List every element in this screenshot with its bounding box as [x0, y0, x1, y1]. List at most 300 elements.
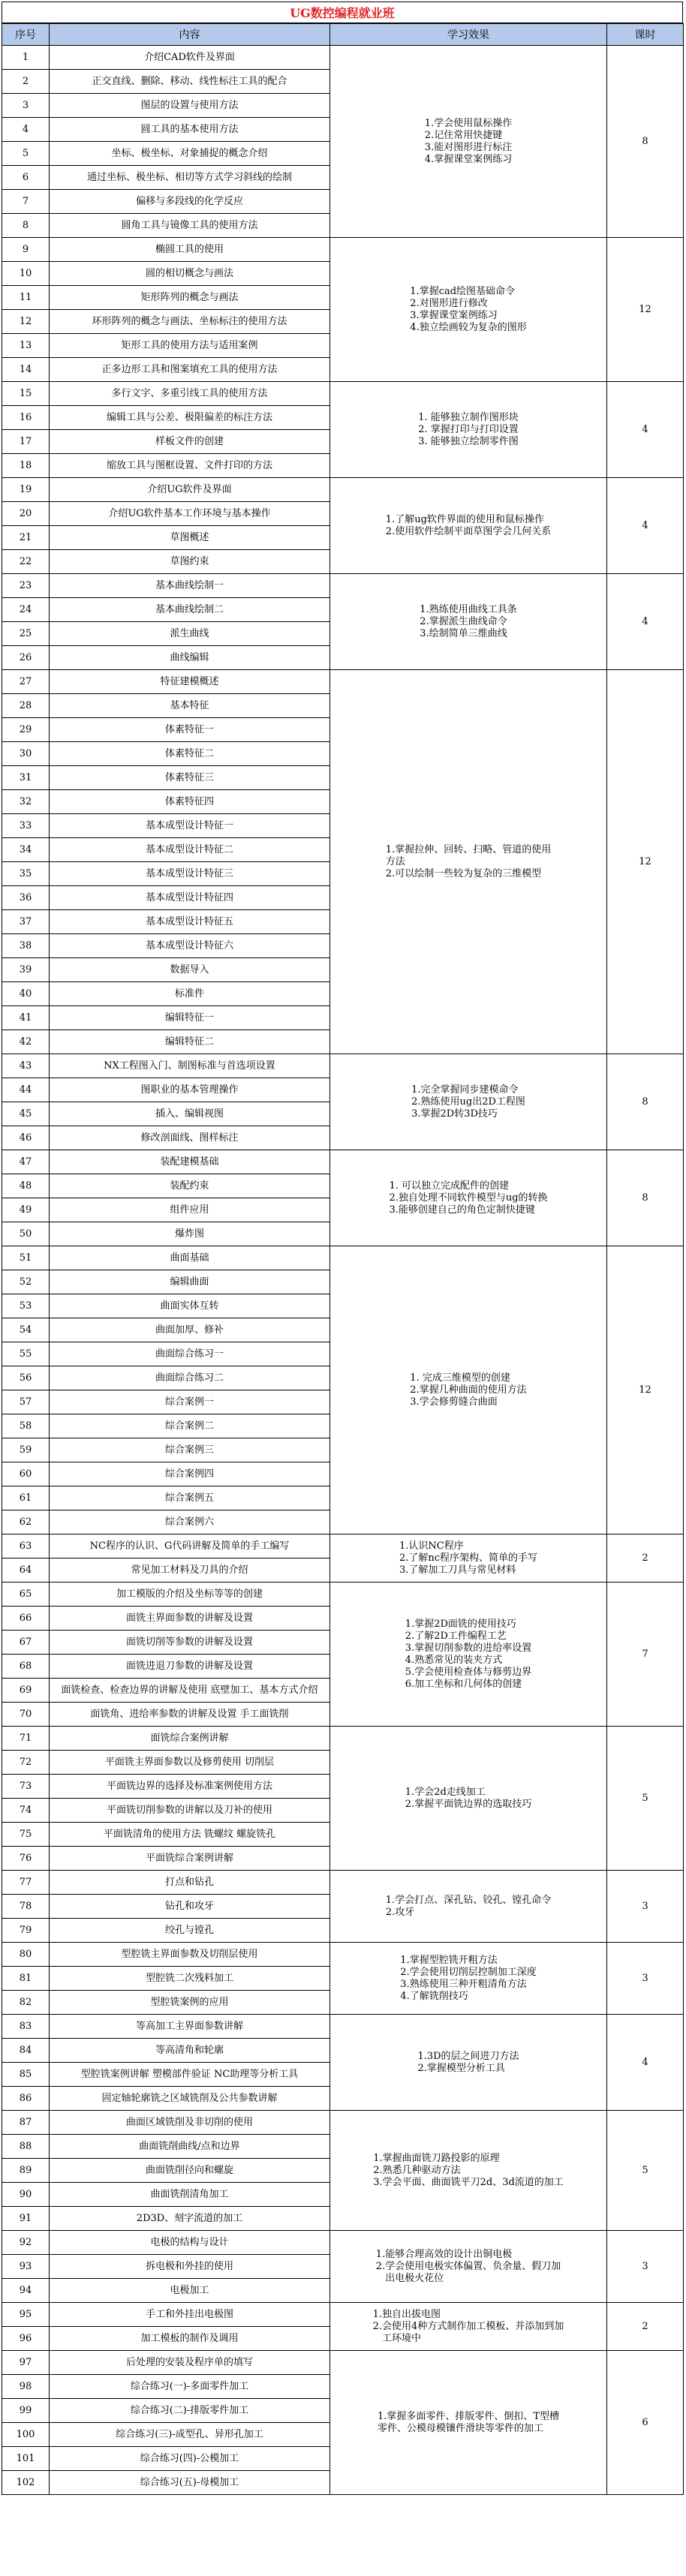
row-number: 46 — [2, 1126, 50, 1150]
learning-effect-cell — [330, 2111, 607, 2231]
row-content: 椭圆工具的使用 — [50, 238, 330, 262]
header-num: 序号 — [2, 24, 50, 46]
row-number: 57 — [2, 1390, 50, 1414]
class-hours: 4 — [607, 382, 684, 478]
learning-effect-list — [417, 2051, 519, 2075]
row-number: 37 — [2, 910, 50, 934]
learning-effect-line: 零件、公模母模镶件滑块等零件的加工 — [377, 2422, 543, 2434]
row-number: 5 — [2, 142, 50, 166]
row-content: 圆工具的基本使用方法 — [50, 118, 330, 142]
learning-effect-line: 2.学会使用电极实体偏置、负余量、假刀加 — [375, 2260, 561, 2272]
row-content: 型腔铣案例讲解 塑模部件验证 NC助理等分析工具 — [50, 2063, 330, 2087]
learning-effect-cell — [330, 574, 607, 670]
table-row — [2, 670, 684, 694]
class-hours: 4 — [607, 478, 684, 574]
table-row — [2, 1534, 684, 1559]
row-number: 74 — [2, 1799, 50, 1823]
row-content: 面铣综合案例讲解 — [50, 1727, 330, 1751]
learning-effect-list — [400, 1955, 536, 2003]
row-number: 60 — [2, 1462, 50, 1486]
row-number: 47 — [2, 1150, 50, 1174]
learning-effect-line: 3.绘制简单三维曲线 — [420, 627, 507, 639]
row-number: 22 — [2, 550, 50, 574]
row-content: 正交直线、删除、移动、线性标注工具的配合 — [50, 70, 330, 94]
row-number: 8 — [2, 214, 50, 238]
learning-effect-line: 2.掌握平面铣边界的选取技巧 — [405, 1798, 532, 1810]
table-row — [2, 1727, 684, 1751]
row-number: 101 — [2, 2447, 50, 2471]
row-number: 82 — [2, 1991, 50, 2015]
learning-effect-line: 3.掌握切削参数的进给率设置 — [405, 1642, 532, 1654]
table-row — [2, 1150, 684, 1174]
row-content: 曲面铣削径向和螺旋 — [50, 2159, 330, 2183]
row-content: 拆电极和外挂的使用 — [50, 2255, 330, 2279]
course-table-body — [2, 46, 684, 2495]
row-number: 55 — [2, 1342, 50, 1366]
learning-effect-line: 4.熟悉常见的装夹方式 — [405, 1654, 503, 1666]
class-hours: 3 — [607, 1871, 684, 1943]
row-number: 42 — [2, 1030, 50, 1054]
row-content: 偏移与多段线的化学反应 — [50, 190, 330, 214]
row-number: 15 — [2, 382, 50, 406]
table-row — [2, 1583, 684, 1607]
row-number: 80 — [2, 1943, 50, 1967]
row-content: 草图约束 — [50, 550, 330, 574]
learning-effect-line: 3.能对图形进行标注 — [424, 141, 513, 153]
learning-effect-list — [425, 118, 512, 166]
row-number: 30 — [2, 742, 50, 766]
row-number: 98 — [2, 2375, 50, 2399]
learning-effect-line: 1.独自出拔电图 — [372, 2308, 441, 2320]
row-number: 54 — [2, 1318, 50, 1342]
row-content: 基本成型设计特征三 — [50, 862, 330, 886]
row-content: 编辑工具与公差、极限偏差的标注方法 — [50, 406, 330, 430]
table-row — [2, 238, 684, 262]
row-content: 综合案例五 — [50, 1486, 330, 1510]
learning-effect-cell — [330, 1150, 607, 1246]
learning-effect-list — [418, 412, 519, 448]
learning-effect-line: 1.掌握多面零件、排版零件、倒扣、T型槽 — [377, 2410, 560, 2422]
row-number: 51 — [2, 1246, 50, 1270]
row-content: 编辑曲面 — [50, 1270, 330, 1294]
table-row — [2, 478, 684, 502]
row-content: 手工和外挂出电极图 — [50, 2303, 330, 2327]
row-content: 型腔铣二次残料加工 — [50, 1967, 330, 1991]
row-content: 型腔铣案例的应用 — [50, 1991, 330, 2015]
row-content: 综合练习(三)-成型孔、异形孔加工 — [50, 2423, 330, 2447]
row-number: 40 — [2, 982, 50, 1006]
learning-effect-list — [420, 604, 516, 640]
row-content: 曲面综合练习一 — [50, 1342, 330, 1366]
class-hours: 4 — [607, 2015, 684, 2111]
learning-effect-line: 1.学会2d走线加工 — [405, 1786, 486, 1798]
row-content: 草图概述 — [50, 526, 330, 550]
row-number: 19 — [2, 478, 50, 502]
learning-effect-cell — [330, 478, 607, 574]
learning-effect-list — [373, 2309, 564, 2345]
row-content: 常见加工材料及刀具的介绍 — [50, 1559, 330, 1583]
learning-effect-list — [389, 1180, 547, 1216]
learning-effect-line: 2.了解nc程序架构、简单的手写 — [399, 1552, 538, 1564]
row-number: 62 — [2, 1510, 50, 1534]
row-number: 28 — [2, 694, 50, 718]
row-content: NC程序的认识、G代码讲解及简单的手工编写 — [50, 1534, 330, 1559]
table-row — [2, 46, 684, 70]
row-content: 介绍CAD软件及界面 — [50, 46, 330, 70]
learning-effect-line: 3.能够创建自己的角色定制快捷键 — [389, 1204, 535, 1216]
learning-effect-line: 1.认识NC程序 — [399, 1540, 464, 1552]
row-number: 87 — [2, 2111, 50, 2135]
class-hours: 8 — [607, 1054, 684, 1150]
row-number: 7 — [2, 190, 50, 214]
learning-effect-cell — [330, 1534, 607, 1583]
row-number: 2 — [2, 70, 50, 94]
learning-effect-list — [373, 2153, 564, 2189]
row-number: 50 — [2, 1222, 50, 1246]
row-content: 基本成型设计特征一 — [50, 814, 330, 838]
row-number: 83 — [2, 2015, 50, 2039]
class-hours: 5 — [607, 2111, 684, 2231]
learning-effect-line: 4.掌握课堂案例练习 — [424, 153, 513, 165]
row-content: 通过坐标、极坐标、相切等方式学习斜线的绘制 — [50, 166, 330, 190]
row-content: 数据导入 — [50, 958, 330, 982]
row-content: 综合案例四 — [50, 1462, 330, 1486]
row-content: 曲面实体互转 — [50, 1294, 330, 1318]
row-number: 68 — [2, 1655, 50, 1679]
row-content: 图职业的基本管理操作 — [50, 1078, 330, 1102]
learning-effect-cell — [330, 1583, 607, 1727]
learning-effect-line: 2.掌握几种曲面的使用方法 — [410, 1384, 527, 1396]
header-row — [2, 24, 684, 46]
row-content: 曲面综合练习二 — [50, 1366, 330, 1390]
row-number: 100 — [2, 2423, 50, 2447]
learning-effect-line: 3.学会修剪缝合曲面 — [410, 1396, 498, 1408]
learning-effect-list — [405, 1787, 531, 1811]
learning-effect-list — [386, 514, 551, 538]
row-number: 1 — [2, 46, 50, 70]
row-content: 平面铣主界面参数以及修剪使用 切削层 — [50, 1751, 330, 1775]
row-content: 派生曲线 — [50, 622, 330, 646]
learning-effect-line: 1.3D的层之间进刀方法 — [417, 2050, 519, 2062]
class-hours: 2 — [607, 1534, 684, 1583]
class-hours: 12 — [607, 670, 684, 1054]
row-content: 综合案例二 — [50, 1414, 330, 1438]
header-effect: 学习效果 — [330, 24, 607, 46]
row-content: 平面铣边界的选择及标准案例使用方法 — [50, 1775, 330, 1799]
learning-effect-cell — [330, 670, 607, 1054]
row-number: 64 — [2, 1559, 50, 1583]
row-content: 矩形工具的使用方法与适用案例 — [50, 334, 330, 358]
row-number: 59 — [2, 1438, 50, 1462]
learning-effect-line: 1.掌握cad绘图基础命令 — [410, 285, 516, 297]
row-number: 3 — [2, 94, 50, 118]
learning-effect-line: 2.掌握模型分析工具 — [417, 2062, 505, 2074]
row-number: 31 — [2, 766, 50, 790]
row-number: 17 — [2, 430, 50, 454]
row-number: 4 — [2, 118, 50, 142]
row-number: 27 — [2, 670, 50, 694]
learning-effect-cell — [330, 382, 607, 478]
row-content: 圆的相切概念与画法 — [50, 262, 330, 286]
table-row — [2, 2015, 684, 2039]
row-number: 99 — [2, 2399, 50, 2423]
row-content: 基本成型设计特征六 — [50, 934, 330, 958]
row-number: 26 — [2, 646, 50, 670]
learning-effect-line: 2.使用软件绘制平面草图学会几何关系 — [385, 525, 552, 537]
row-number: 18 — [2, 454, 50, 478]
row-content: 坐标、极坐标、对象捕捉的概念介绍 — [50, 142, 330, 166]
row-number: 23 — [2, 574, 50, 598]
row-content: 综合练习(五)-母模加工 — [50, 2471, 330, 2495]
learning-effect-line: 6.加工坐标和几何体的创建 — [405, 1678, 522, 1690]
row-number: 69 — [2, 1679, 50, 1703]
row-content: 曲线编辑 — [50, 646, 330, 670]
row-number: 90 — [2, 2183, 50, 2207]
table-row — [2, 2303, 684, 2327]
row-number: 25 — [2, 622, 50, 646]
learning-effect-line: 3.掌握课堂案例练习 — [410, 309, 498, 321]
learning-effect-list — [405, 1619, 531, 1691]
row-content: 组件应用 — [50, 1198, 330, 1222]
row-content: 平面铣清角的使用方法 铣螺纹 螺旋铣孔 — [50, 1823, 330, 1847]
row-number: 63 — [2, 1534, 50, 1559]
row-content: 面铣角、进给率参数的讲解及设置 手工面铣削 — [50, 1703, 330, 1727]
row-number: 34 — [2, 838, 50, 862]
table-row — [2, 382, 684, 406]
row-number: 102 — [2, 2471, 50, 2495]
row-content: 综合练习(二)-排版零件加工 — [50, 2399, 330, 2423]
learning-effect-list — [410, 286, 526, 334]
row-content: 加工模版的介绍及坐标等等的创建 — [50, 1583, 330, 1607]
row-number: 96 — [2, 2327, 50, 2351]
learning-effect-line: 1.掌握型腔铣开粗方法 — [400, 1954, 498, 1966]
row-content: 多行文字、多重引线工具的使用方法 — [50, 382, 330, 406]
learning-effect-line: 1. 能够独立制作图形块 — [418, 411, 519, 423]
class-hours: 2 — [607, 2303, 684, 2351]
learning-effect-cell — [330, 1246, 607, 1534]
table-row — [2, 2351, 684, 2375]
row-number: 10 — [2, 262, 50, 286]
learning-effect-line: 1.学会使用鼠标操作 — [424, 117, 513, 129]
class-hours: 8 — [607, 46, 684, 238]
row-content: 后处理的安装及程序单的填写 — [50, 2351, 330, 2375]
row-number: 36 — [2, 886, 50, 910]
row-number: 44 — [2, 1078, 50, 1102]
row-content: 电极加工 — [50, 2279, 330, 2303]
row-number: 9 — [2, 238, 50, 262]
row-number: 53 — [2, 1294, 50, 1318]
row-number: 13 — [2, 334, 50, 358]
row-content: 面铣检查、检查边界的讲解及使用 底壁加工、基本方式介绍 — [50, 1679, 330, 1703]
learning-effect-line: 4.独立绘画较为复杂的图形 — [410, 321, 527, 333]
learning-effect-cell — [330, 2303, 607, 2351]
learning-effect-line: 2.熟悉几种驱动方法 — [373, 2164, 461, 2176]
row-number: 95 — [2, 2303, 50, 2327]
class-hours: 4 — [607, 574, 684, 670]
row-content: 编辑特征一 — [50, 1006, 330, 1030]
learning-effect-line: 2.会使用4种方式制作加工模板、并添加到加 — [372, 2320, 564, 2332]
course-sheet — [2, 2, 683, 2574]
row-number: 79 — [2, 1919, 50, 1943]
row-content: 基本曲线绘制一 — [50, 574, 330, 598]
row-content: 爆炸图 — [50, 1222, 330, 1246]
class-hours: 8 — [607, 1150, 684, 1246]
header-content: 内容 — [50, 24, 330, 46]
row-number: 6 — [2, 166, 50, 190]
learning-effect-line: 2.记住常用快捷键 — [424, 129, 503, 141]
row-number: 89 — [2, 2159, 50, 2183]
row-number: 81 — [2, 1967, 50, 1991]
learning-effect-line: 1.了解ug软件界面的使用和鼠标操作 — [385, 513, 544, 525]
learning-effect-list — [410, 1372, 526, 1408]
learning-effect-line: 1.熟练使用曲线工具条 — [420, 603, 517, 615]
row-content: 等高加工主界面参数讲解 — [50, 2015, 330, 2039]
learning-effect-line: 2.独自处理不同软件模型与ug的转换 — [389, 1192, 548, 1204]
class-hours: 5 — [607, 1727, 684, 1871]
row-content: 基本成型设计特征二 — [50, 838, 330, 862]
table-row — [2, 2111, 684, 2135]
learning-effect-cell — [330, 1871, 607, 1943]
row-content: 平面铣切削参数的讲解以及刀补的使用 — [50, 1799, 330, 1823]
row-content: 基本成型设计特征四 — [50, 886, 330, 910]
row-content: 型腔铣主界面参数及切削层使用 — [50, 1943, 330, 1967]
learning-effect-line: 3. 能够独立绘制零件图 — [418, 435, 519, 447]
row-number: 45 — [2, 1102, 50, 1126]
learning-effect-list — [386, 1895, 551, 1919]
row-number: 35 — [2, 862, 50, 886]
row-content: 曲面铣削清角加工 — [50, 2183, 330, 2207]
row-number: 66 — [2, 1607, 50, 1631]
row-number: 77 — [2, 1871, 50, 1895]
row-content: NX工程图入门、制图标准与首选项设置 — [50, 1054, 330, 1078]
row-content: 绞孔与镗孔 — [50, 1919, 330, 1943]
row-number: 86 — [2, 2087, 50, 2111]
row-number: 92 — [2, 2231, 50, 2255]
table-row — [2, 2231, 684, 2255]
class-hours: 6 — [607, 2351, 684, 2495]
row-number: 72 — [2, 1751, 50, 1775]
row-content: 基本成型设计特征五 — [50, 910, 330, 934]
row-number: 41 — [2, 1006, 50, 1030]
row-content: 修改剖面线、图样标注 — [50, 1126, 330, 1150]
learning-effect-list — [376, 2249, 561, 2285]
learning-effect-list — [399, 1540, 537, 1577]
row-content: 曲面铣削曲线/点和边界 — [50, 2135, 330, 2159]
learning-effect-line: 2.了解2D工件编程工艺 — [405, 1630, 507, 1642]
course-table — [2, 23, 684, 2495]
row-number: 38 — [2, 934, 50, 958]
learning-effect-list — [411, 1084, 525, 1120]
row-content: 面铣切削等参数的讲解及设置 — [50, 1631, 330, 1655]
row-number: 39 — [2, 958, 50, 982]
row-number: 88 — [2, 2135, 50, 2159]
row-number: 93 — [2, 2255, 50, 2279]
row-number: 70 — [2, 1703, 50, 1727]
learning-effect-cell — [330, 2351, 607, 2495]
learning-effect-line: 3.掌握2D转3D技巧 — [411, 1108, 498, 1120]
learning-effect-line: 3.学会平面、曲面铣平刀2d、3d流道的加工 — [373, 2176, 564, 2188]
row-content: 曲面加厚、修补 — [50, 1318, 330, 1342]
row-number: 48 — [2, 1174, 50, 1198]
row-content: 编辑特征二 — [50, 1030, 330, 1054]
learning-effect-line: 工环境中 — [372, 2332, 422, 2344]
row-content: 综合案例六 — [50, 1510, 330, 1534]
learning-effect-cell — [330, 2231, 607, 2303]
row-content: 样板文件的创建 — [50, 430, 330, 454]
row-content: 曲面基础 — [50, 1246, 330, 1270]
row-content: 矩形阵列的概念与画法 — [50, 286, 330, 310]
row-content: 固定轴轮廓铣之区域铣削及公共参数讲解 — [50, 2087, 330, 2111]
row-content: 介绍UG软件基本工作环境与基本操作 — [50, 502, 330, 526]
row-content: 面铣主界面参数的讲解及设置 — [50, 1607, 330, 1631]
row-number: 76 — [2, 1847, 50, 1871]
sheet-title: UG数控编程就业班 — [2, 2, 683, 23]
table-row — [2, 574, 684, 598]
row-content: 体素特征一 — [50, 718, 330, 742]
row-number: 20 — [2, 502, 50, 526]
learning-effect-line: 1.掌握曲面铣刀路投影的原理 — [373, 2152, 500, 2164]
row-content: 综合练习(四)-公模加工 — [50, 2447, 330, 2471]
row-number: 75 — [2, 1823, 50, 1847]
row-content: 电极的结构与设计 — [50, 2231, 330, 2255]
row-number: 52 — [2, 1270, 50, 1294]
row-content: 打点和钻孔 — [50, 1871, 330, 1895]
table-row — [2, 1246, 684, 1270]
learning-effect-line: 2.可以绘制一些较为复杂的三维模型 — [385, 867, 542, 879]
row-number: 12 — [2, 310, 50, 334]
learning-effect-line: 3.了解加工刀具与常见材料 — [399, 1564, 516, 1576]
learning-effect-line: 3.熟练使用三种开粗清角方法 — [400, 1978, 527, 1990]
row-content: 装配约束 — [50, 1174, 330, 1198]
table-row — [2, 1054, 684, 1078]
row-number: 58 — [2, 1414, 50, 1438]
row-number: 91 — [2, 2207, 50, 2231]
row-content: 缩放工具与图框设置、文件打印的方法 — [50, 454, 330, 478]
row-content: 面铣进退刀参数的讲解及设置 — [50, 1655, 330, 1679]
learning-effect-cell — [330, 46, 607, 238]
class-hours: 12 — [607, 1246, 684, 1534]
learning-effect-line: 2.掌握派生曲线命令 — [420, 615, 507, 627]
table-row — [2, 1943, 684, 1967]
row-content: 体素特征四 — [50, 790, 330, 814]
learning-effect-line: 2.对图形进行修改 — [410, 297, 488, 309]
learning-effect-line: 1. 可以独立完成配件的创建 — [389, 1180, 509, 1192]
row-number: 97 — [2, 2351, 50, 2375]
class-hours: 12 — [607, 238, 684, 382]
learning-effect-list — [378, 2411, 559, 2435]
row-content: 装配建模基础 — [50, 1150, 330, 1174]
row-content: 基本曲线绘制二 — [50, 598, 330, 622]
learning-effect-line: 2.攻牙 — [385, 1906, 415, 1918]
row-number: 33 — [2, 814, 50, 838]
row-number: 24 — [2, 598, 50, 622]
row-content: 综合案例一 — [50, 1390, 330, 1414]
learning-effect-list — [386, 844, 551, 880]
learning-effect-line: 出电极火花位 — [375, 2272, 444, 2284]
learning-effect-cell — [330, 1054, 607, 1150]
row-content: 2D3D、刻字流道的加工 — [50, 2207, 330, 2231]
row-number: 65 — [2, 1583, 50, 1607]
row-number: 11 — [2, 286, 50, 310]
learning-effect-line: 4.了解铣削技巧 — [400, 1990, 468, 2002]
row-number: 32 — [2, 790, 50, 814]
row-content: 基本特征 — [50, 694, 330, 718]
learning-effect-cell — [330, 1943, 607, 2015]
learning-effect-line: 1. 完成三维模型的创建 — [410, 1372, 510, 1384]
header-hours: 课时 — [607, 24, 684, 46]
learning-effect-cell — [330, 238, 607, 382]
learning-effect-line: 2.熟练使用ug出2D工程图 — [411, 1096, 525, 1108]
